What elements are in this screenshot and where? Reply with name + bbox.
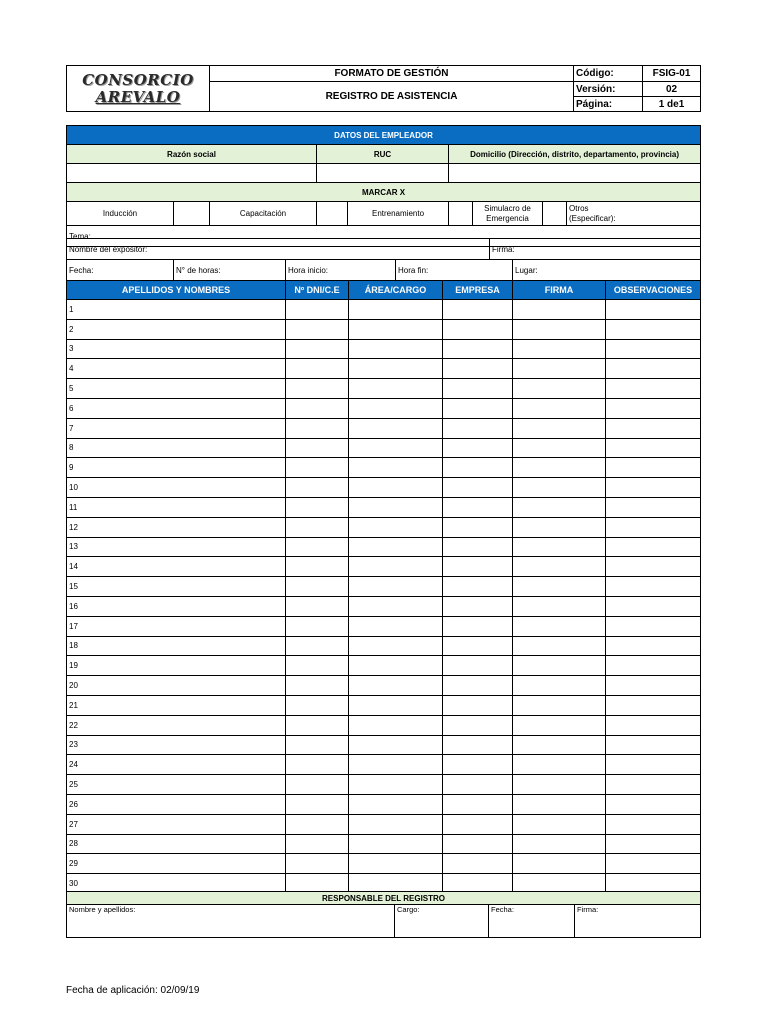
table-row <box>67 300 701 320</box>
table-cell[interactable] <box>513 339 606 359</box>
table-cell[interactable] <box>443 676 513 696</box>
marcar-band: MARCAR X <box>67 183 701 202</box>
table-cell[interactable] <box>286 398 349 418</box>
table-cell[interactable] <box>513 794 606 814</box>
table-row <box>67 497 701 517</box>
table-cell[interactable] <box>349 577 443 597</box>
table-cell[interactable] <box>349 398 443 418</box>
table-row <box>67 854 701 874</box>
table-row <box>67 775 701 795</box>
ruc-header: RUC <box>317 145 449 164</box>
page-value: 1 de1 <box>643 97 701 112</box>
table-row <box>67 379 701 399</box>
table-cell[interactable] <box>349 438 443 458</box>
logo-line-2: AREVALO <box>95 87 181 106</box>
table-cell[interactable] <box>443 339 513 359</box>
row-number-cell[interactable]: 19 <box>67 656 286 676</box>
table-row <box>67 715 701 735</box>
table-cell[interactable] <box>513 636 606 656</box>
simulacro-line-1: Simulacro de <box>484 203 531 213</box>
format-title: FORMATO DE GESTIÓN <box>210 66 574 82</box>
row-number-cell[interactable]: 3 <box>67 339 286 359</box>
row-number-cell[interactable]: 16 <box>67 596 286 616</box>
table-cell[interactable] <box>349 656 443 676</box>
table-cell[interactable] <box>286 300 349 320</box>
hora-fin-field[interactable]: Hora fin: <box>396 260 513 281</box>
table-cell[interactable] <box>286 695 349 715</box>
col-firma: FIRMA <box>513 281 606 300</box>
table-cell[interactable] <box>286 755 349 775</box>
table-cell[interactable] <box>349 676 443 696</box>
domicilio-field[interactable] <box>449 164 701 183</box>
table-cell[interactable] <box>513 735 606 755</box>
table-cell[interactable] <box>349 339 443 359</box>
table-cell[interactable] <box>286 656 349 676</box>
table-cell[interactable] <box>286 596 349 616</box>
table-row <box>67 359 701 379</box>
document-title: REGISTRO DE ASISTENCIA <box>210 82 574 112</box>
table-cell[interactable] <box>286 676 349 696</box>
otros-line-1: Otros <box>569 203 589 213</box>
logo-line-1: CONSORCIO <box>82 70 194 89</box>
entrenamiento-checkbox[interactable] <box>449 202 473 226</box>
row-number-cell[interactable]: 17 <box>67 616 286 636</box>
table-cell[interactable] <box>606 775 701 795</box>
table-cell[interactable] <box>513 775 606 795</box>
otros-line-2: (Especificar): <box>569 213 616 223</box>
table-row <box>67 478 701 498</box>
table-cell[interactable] <box>286 438 349 458</box>
table-cell[interactable] <box>286 418 349 438</box>
row-number-cell[interactable]: 10 <box>67 478 286 498</box>
table-cell[interactable] <box>513 418 606 438</box>
table-row <box>67 695 701 715</box>
table-cell[interactable] <box>513 814 606 834</box>
table-cell[interactable] <box>606 695 701 715</box>
table-cell[interactable] <box>443 596 513 616</box>
version-value: 02 <box>643 82 701 97</box>
table-cell[interactable] <box>443 715 513 735</box>
table-cell[interactable] <box>606 636 701 656</box>
table-cell[interactable] <box>606 300 701 320</box>
table-cell[interactable] <box>349 478 443 498</box>
table-cell[interactable] <box>286 636 349 656</box>
table-cell[interactable] <box>513 577 606 597</box>
row-number-cell[interactable]: 22 <box>67 715 286 735</box>
table-cell[interactable] <box>443 735 513 755</box>
table-cell[interactable] <box>443 656 513 676</box>
row-number-cell[interactable]: 21 <box>67 695 286 715</box>
responsable-fecha-field[interactable]: Fecha: <box>489 905 575 938</box>
table-cell[interactable] <box>443 854 513 874</box>
table-cell[interactable] <box>349 794 443 814</box>
table-cell[interactable] <box>443 557 513 577</box>
table-row <box>67 458 701 478</box>
table-cell[interactable] <box>349 596 443 616</box>
table-cell[interactable] <box>513 676 606 696</box>
domicilio-header: Domicilio (Dirección, distrito, departamento, provincia) <box>449 145 701 164</box>
responsable-cargo-field[interactable]: Cargo: <box>395 905 489 938</box>
table-cell[interactable] <box>606 616 701 636</box>
table-cell[interactable] <box>513 854 606 874</box>
row-number-cell[interactable]: 4 <box>67 359 286 379</box>
table-cell[interactable] <box>286 557 349 577</box>
responsable-section <box>66 891 701 938</box>
col-dni: Nº DNI/C.E <box>286 281 349 300</box>
table-cell[interactable] <box>606 676 701 696</box>
table-cell[interactable] <box>606 478 701 498</box>
page-label: Página: <box>574 97 643 112</box>
table-cell[interactable] <box>286 537 349 557</box>
table-cell[interactable] <box>606 398 701 418</box>
table-row <box>67 418 701 438</box>
capacitacion-checkbox[interactable] <box>317 202 348 226</box>
table-row <box>67 656 701 676</box>
table-cell[interactable] <box>349 300 443 320</box>
table-cell[interactable] <box>349 319 443 339</box>
horas-field[interactable]: N° de horas: <box>174 260 286 281</box>
table-cell[interactable] <box>286 379 349 399</box>
table-cell[interactable] <box>513 656 606 676</box>
table-row <box>67 398 701 418</box>
table-cell[interactable] <box>443 418 513 438</box>
lugar-field[interactable]: Lugar: <box>513 260 701 281</box>
code-label: Código: <box>574 66 643 82</box>
application-date: Fecha de aplicación: 02/09/19 <box>66 985 200 996</box>
hora-inicio-field[interactable]: Hora inicio: <box>286 260 396 281</box>
col-observaciones: OBSERVACIONES <box>606 281 701 300</box>
table-cell[interactable] <box>286 794 349 814</box>
table-row <box>67 814 701 834</box>
table-row <box>67 735 701 755</box>
razon-social-header: Razón social <box>67 145 317 164</box>
table-cell[interactable] <box>606 319 701 339</box>
table-row <box>67 339 701 359</box>
row-number-cell[interactable]: 6 <box>67 398 286 418</box>
table-cell[interactable] <box>606 854 701 874</box>
table-cell[interactable] <box>349 834 443 854</box>
table-cell[interactable] <box>349 616 443 636</box>
table-cell[interactable] <box>286 616 349 636</box>
table-cell[interactable] <box>443 497 513 517</box>
code-value: FSIG-01 <box>643 66 701 82</box>
row-number-cell[interactable]: 2 <box>67 319 286 339</box>
table-cell[interactable] <box>443 537 513 557</box>
expositor-field[interactable]: Nombre del expositor: <box>67 239 490 260</box>
table-cell[interactable] <box>349 695 443 715</box>
table-cell[interactable] <box>349 735 443 755</box>
table-cell[interactable] <box>443 755 513 775</box>
table-cell[interactable] <box>443 379 513 399</box>
tema-field[interactable]: Tema: <box>67 226 701 247</box>
table-cell[interactable] <box>443 319 513 339</box>
table-cell[interactable] <box>443 695 513 715</box>
row-number-cell[interactable]: 28 <box>67 834 286 854</box>
table-cell[interactable] <box>443 616 513 636</box>
table-cell[interactable] <box>513 458 606 478</box>
table-cell[interactable] <box>513 359 606 379</box>
table-cell[interactable] <box>606 834 701 854</box>
table-row <box>67 596 701 616</box>
table-cell[interactable] <box>349 854 443 874</box>
col-empresa: EMPRESA <box>443 281 513 300</box>
simulacro-label <box>473 202 543 226</box>
row-number-cell[interactable]: 27 <box>67 814 286 834</box>
table-cell[interactable] <box>606 656 701 676</box>
table-cell[interactable] <box>443 577 513 597</box>
table-cell[interactable] <box>606 339 701 359</box>
table-cell[interactable] <box>286 497 349 517</box>
table-cell[interactable] <box>286 458 349 478</box>
table-cell[interactable] <box>443 775 513 795</box>
table-cell[interactable] <box>513 616 606 636</box>
table-row <box>67 794 701 814</box>
row-number-cell[interactable]: 18 <box>67 636 286 656</box>
table-cell[interactable] <box>513 755 606 775</box>
table-cell[interactable] <box>606 458 701 478</box>
entrenamiento-label: Entrenamiento <box>348 202 449 226</box>
table-cell[interactable] <box>606 537 701 557</box>
table-cell[interactable] <box>606 379 701 399</box>
table-cell[interactable] <box>606 735 701 755</box>
row-number-cell[interactable]: 8 <box>67 438 286 458</box>
table-row <box>67 517 701 537</box>
row-number-cell[interactable]: 12 <box>67 517 286 537</box>
table-cell[interactable] <box>513 557 606 577</box>
table-cell[interactable] <box>286 319 349 339</box>
table-row <box>67 676 701 696</box>
table-cell[interactable] <box>443 517 513 537</box>
table-cell[interactable] <box>349 379 443 399</box>
responsable-nombre-field[interactable]: Nombre y apellidos: <box>67 905 395 938</box>
table-cell[interactable] <box>286 834 349 854</box>
table-cell[interactable] <box>443 478 513 498</box>
table-cell[interactable] <box>286 775 349 795</box>
table-row <box>67 834 701 854</box>
col-area-cargo: ÁREA/CARGO <box>349 281 443 300</box>
capacitacion-label: Capacitación <box>210 202 317 226</box>
row-number-cell[interactable]: 5 <box>67 379 286 399</box>
table-row <box>67 537 701 557</box>
table-cell[interactable] <box>443 359 513 379</box>
table-cell[interactable] <box>606 715 701 735</box>
table-cell[interactable] <box>443 300 513 320</box>
table-cell[interactable] <box>349 715 443 735</box>
table-row <box>67 636 701 656</box>
table-cell[interactable] <box>513 319 606 339</box>
employer-section <box>66 125 701 247</box>
table-cell[interactable] <box>606 438 701 458</box>
table-row <box>67 755 701 775</box>
table-row <box>67 616 701 636</box>
table-cell[interactable] <box>286 577 349 597</box>
table-row <box>67 438 701 458</box>
employer-band: DATOS DEL EMPLEADOR <box>67 126 701 145</box>
table-cell[interactable] <box>286 715 349 735</box>
table-cell[interactable] <box>606 418 701 438</box>
table-cell[interactable] <box>606 596 701 616</box>
table-cell[interactable] <box>349 755 443 775</box>
table-cell[interactable] <box>606 517 701 537</box>
responsable-band: RESPONSABLE DEL REGISTRO <box>67 892 701 905</box>
col-apellidos-nombres: APELLIDOS Y NOMBRES <box>67 281 286 300</box>
table-cell[interactable] <box>606 557 701 577</box>
attendance-rows <box>67 300 701 894</box>
row-number-cell[interactable]: 7 <box>67 418 286 438</box>
row-number-cell[interactable]: 1 <box>67 300 286 320</box>
version-label: Versión: <box>574 82 643 97</box>
otros-field[interactable] <box>567 202 701 226</box>
table-cell[interactable] <box>349 359 443 379</box>
table-cell[interactable] <box>606 497 701 517</box>
table-cell[interactable] <box>349 557 443 577</box>
row-number-cell[interactable]: 23 <box>67 735 286 755</box>
table-cell[interactable] <box>513 715 606 735</box>
table-cell[interactable] <box>349 458 443 478</box>
document-header <box>66 65 701 112</box>
table-cell[interactable] <box>513 379 606 399</box>
table-cell[interactable] <box>513 834 606 854</box>
table-cell[interactable] <box>513 596 606 616</box>
attendance-table <box>66 280 701 894</box>
firma-expositor-field[interactable]: Firma: <box>490 239 701 260</box>
table-cell[interactable] <box>513 517 606 537</box>
table-row <box>67 577 701 597</box>
table-cell[interactable] <box>606 577 701 597</box>
table-cell[interactable] <box>513 695 606 715</box>
row-number-cell[interactable]: 14 <box>67 557 286 577</box>
row-number-cell[interactable]: 24 <box>67 755 286 775</box>
table-cell[interactable] <box>443 636 513 656</box>
table-cell[interactable] <box>443 794 513 814</box>
table-cell[interactable] <box>443 458 513 478</box>
table-row <box>67 319 701 339</box>
table-row <box>67 557 701 577</box>
row-number-cell[interactable]: 13 <box>67 537 286 557</box>
session-details <box>66 238 701 281</box>
table-cell[interactable] <box>349 537 443 557</box>
simulacro-line-2: Emergencia <box>486 213 529 223</box>
row-number-cell[interactable]: 26 <box>67 794 286 814</box>
company-logo <box>67 66 210 112</box>
table-cell[interactable] <box>513 300 606 320</box>
table-cell[interactable] <box>513 398 606 418</box>
table-cell[interactable] <box>286 735 349 755</box>
table-cell[interactable] <box>513 537 606 557</box>
table-cell[interactable] <box>349 517 443 537</box>
row-number-cell[interactable]: 20 <box>67 676 286 696</box>
table-cell[interactable] <box>606 755 701 775</box>
table-cell[interactable] <box>349 814 443 834</box>
table-cell[interactable] <box>286 478 349 498</box>
table-cell[interactable] <box>349 636 443 656</box>
row-number-cell[interactable]: 30 <box>67 874 286 894</box>
table-cell[interactable] <box>443 814 513 834</box>
simulacro-checkbox[interactable] <box>543 202 567 226</box>
row-number-cell[interactable]: 29 <box>67 854 286 874</box>
row-number-cell[interactable]: 25 <box>67 775 286 795</box>
table-cell[interactable] <box>349 418 443 438</box>
row-number-cell[interactable]: 9 <box>67 458 286 478</box>
fecha-field[interactable]: Fecha: <box>67 260 174 281</box>
table-cell[interactable] <box>286 854 349 874</box>
table-cell[interactable] <box>513 478 606 498</box>
table-cell[interactable] <box>443 438 513 458</box>
table-cell[interactable] <box>606 359 701 379</box>
table-cell[interactable] <box>286 814 349 834</box>
table-cell[interactable] <box>606 794 701 814</box>
induccion-checkbox[interactable] <box>174 202 210 226</box>
table-cell[interactable] <box>513 497 606 517</box>
table-cell[interactable] <box>349 775 443 795</box>
razon-social-field[interactable] <box>67 164 317 183</box>
table-cell[interactable] <box>349 497 443 517</box>
responsable-firma-field[interactable]: Firma: <box>575 905 701 938</box>
table-cell[interactable] <box>286 359 349 379</box>
induccion-label: Inducción <box>67 202 174 226</box>
row-number-cell[interactable]: 15 <box>67 577 286 597</box>
table-cell[interactable] <box>513 438 606 458</box>
table-cell[interactable] <box>286 517 349 537</box>
table-cell[interactable] <box>443 398 513 418</box>
row-number-cell[interactable]: 11 <box>67 497 286 517</box>
table-cell[interactable] <box>443 834 513 854</box>
table-cell[interactable] <box>286 339 349 359</box>
ruc-field[interactable] <box>317 164 449 183</box>
table-cell[interactable] <box>606 814 701 834</box>
